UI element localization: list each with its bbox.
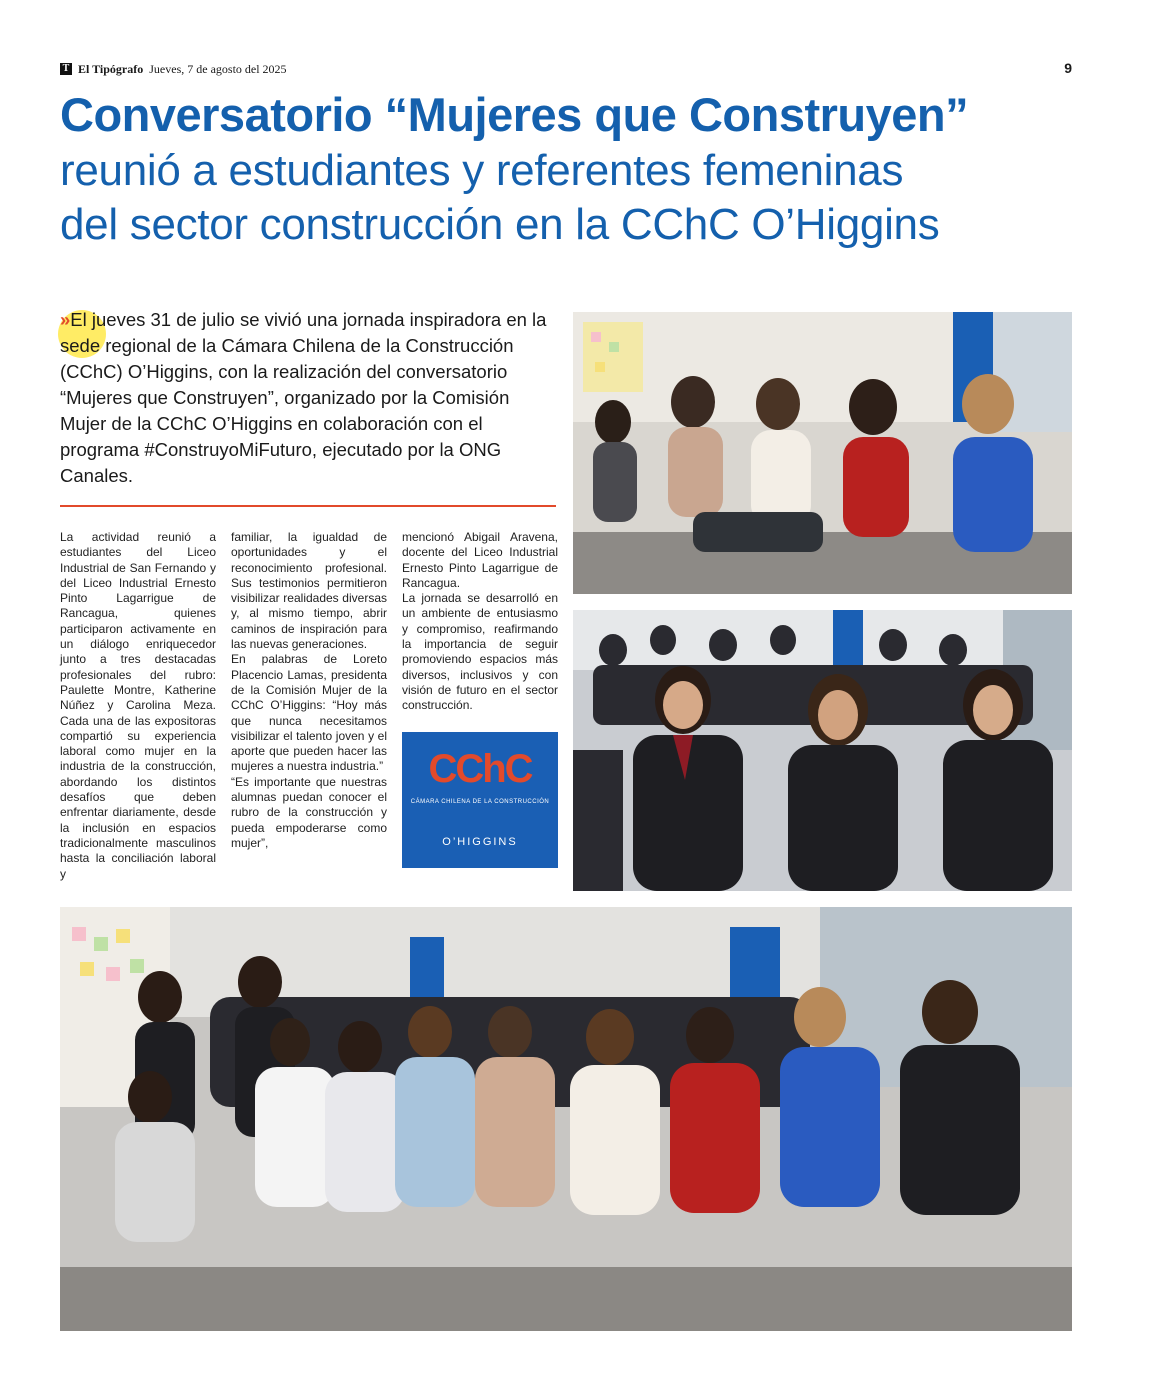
headline-line-3: del sector construcción en la CChC O’Higgins — [60, 200, 940, 249]
body-paragraph: “Es importante que nuestras alumnas puedan conocer el rubro de la construcción y pueda empoderarse como mujer”, — [231, 774, 387, 850]
body-paragraph: mencionó Abigail Aravena, docente del Liceo Industrial Ernesto Pinto Lagarrigue de Rancagua. — [402, 530, 558, 590]
body-paragraph: familiar, la igualdad de oportunidades y el reconocimiento profesional. Sus testimonios permitieron visibilizar realidades diversas y, al mismo tiempo, abrir caminos de inspiración para las nuevas generaciones. — [231, 530, 387, 652]
lead-paragraph — [60, 307, 560, 489]
publication-name: El Tipógrafo — [78, 61, 144, 76]
masthead — [60, 60, 287, 78]
body-paragraph: La actividad reunió a estudiantes del Liceo Industrial de San Fernando y del Liceo Industrial Ernesto Pinto Lagarrigue de Rancagua, quienes participaron activamente en un diálogo enriquecedor junto a tres destacadas profesionales del rubro: Paulette Montre, Katherine Núñez y Carolina Meza. Cada una de las expositoras compartió su experiencia laboral como mujer en la industria de la construcción, abordando los distintos desafíos que deben enfrentar diariamente, desde la inclusión en espacios tradicionalmente masculinos hasta la conciliación laboral y — [60, 530, 216, 881]
body-column-3 — [402, 530, 558, 892]
lead-divider — [60, 505, 556, 507]
photo-group — [60, 907, 1072, 1331]
body-column-2 — [231, 530, 387, 892]
body-paragraph: En palabras de Loreto Placencio Lamas, presidenta de la Comisión Mujer de la CChC O’Higgins: “Hoy más que nunca necesitamos visibilizar el talento joven y el aporte que pueden hacer las mujeres a nuestra industria.” — [231, 652, 387, 774]
article-body — [60, 530, 558, 892]
lead-text: El jueves 31 de julio se vivió una jornada inspiradora en la sede regional de la Cámara Chilena de la Construcción (CChC) O’Higgins, con la realización del conversatorio “Mujeres que Construyen”, organizado por la Comisión Mujer de la CChC O’Higgins en colaboración con el programa #ConstruyoMiFuturo, ejecutado por la ONG Canales. — [60, 309, 547, 486]
body-paragraph: La jornada se desarrolló en un ambiente de entusiasmo y compromiso, reafirmando la importancia de seguir promoviendo espacios más diversos, inclusivos y con visión de futuro en el sector construcción. — [402, 591, 558, 713]
body-column-1 — [60, 530, 216, 892]
publication-logo-icon: T — [60, 63, 72, 75]
photo-illustration — [60, 907, 1072, 1331]
cchc-wordmark: CChC — [428, 747, 532, 792]
cchc-logo-box — [402, 732, 558, 868]
issue-date: Jueves, 7 de agosto del 2025 — [149, 61, 287, 76]
photo-illustration — [573, 610, 1072, 891]
headline-title: Conversatorio “Mujeres que Construyen” — [60, 88, 969, 141]
headline — [60, 86, 1080, 252]
lead-quote-icon: » — [60, 309, 71, 330]
cchc-tagline: CÁMARA CHILENA DE LA CONSTRUCCIÓN — [410, 799, 550, 806]
page-number: 9 — [1064, 60, 1072, 76]
cchc-logo-icon — [428, 747, 532, 792]
cchc-region: O’HIGGINS — [442, 835, 518, 848]
photo-students-audience — [573, 610, 1072, 891]
photo-panelists-seated — [573, 312, 1072, 594]
headline-line-2: reunió a estudiantes y referentes femeninas — [60, 146, 904, 195]
photo-illustration — [573, 312, 1072, 594]
